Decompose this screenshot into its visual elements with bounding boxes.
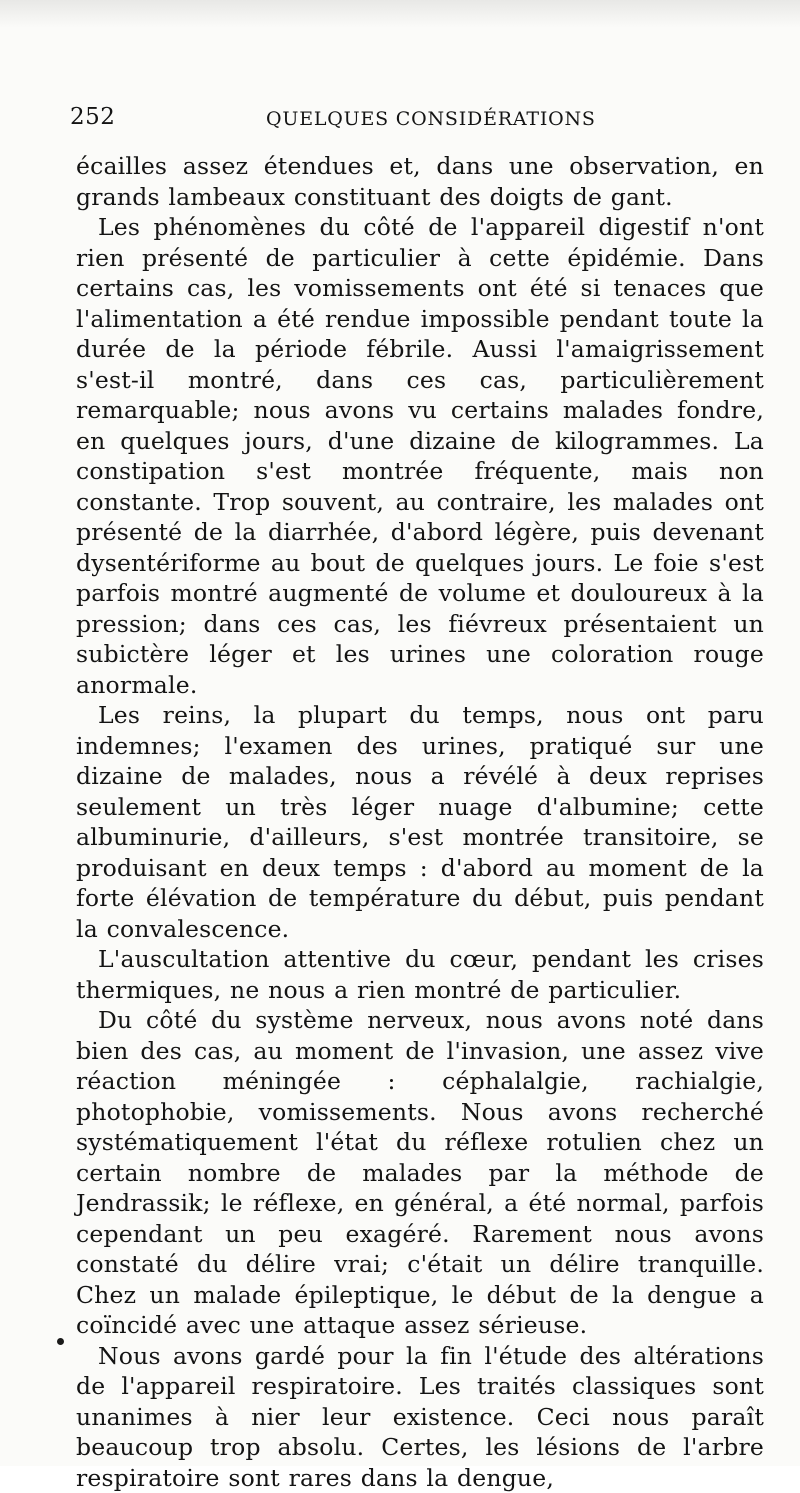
page-number: 252 xyxy=(70,104,115,130)
running-title: QUELQUES CONSIDÉRATIONS xyxy=(266,108,596,130)
ink-dot-mark xyxy=(57,1338,64,1345)
paragraph-heart: L'auscultation attentive du cœur, pendant les crises thermiques, ne nous a rien montré de particulier. xyxy=(76,944,764,1005)
paragraph-nervous-system: Du côté du système nerveux, nous avons noté dans bien des cas, au moment de l'invasion, une assez vive réaction méningée : céphalalgie, rachialgie, photophobie, vomissements. Nous avons recherché systématiquement l'état du réflexe rotulien chez un certain nombre de malades par la méthode de Jendrassik; le réflexe, en général, a été normal, parfois cependant un peu exagéré. Rarement nous avons constaté du délire vrai; c'était un délire tranquille. Chez un malade épileptique, le début de la dengue a coïncidé avec une attaque assez sérieuse. xyxy=(76,1005,764,1341)
page-edge-shadow xyxy=(0,0,800,28)
paragraph-respiratory: Nous avons gardé pour la fin l'étude des altérations de l'appareil respiratoire. Les traités classiques sont unanimes à nier leur existence. Ceci nous paraît beaucoup trop absolu. Certes, les lésions de l'arbre respiratoire sont rares dans la dengue, xyxy=(76,1341,764,1493)
running-head xyxy=(70,104,770,144)
body-text xyxy=(76,151,764,1493)
paragraph-digestive: Les phénomènes du côté de l'appareil digestif n'ont rien présenté de particulier à cette épidémie. Dans certains cas, les vomissements ont été si tenaces que l'alimentation a été rendue impossible pendant toute la durée de la période fébrile. Aussi l'amaigrissement s'est-il montré, dans ces cas, particulièrement remarquable; nous avons vu certains malades fondre, en quelques jours, d'une dizaine de kilogrammes. La constipation s'est montrée fréquente, mais non constante. Trop souvent, au contraire, les malades ont présenté de la diarrhée, d'abord légère, puis devenant dysentériforme au bout de quelques jours. Le foie s'est parfois montré augmenté de volume et douloureux à la pression; dans ces cas, les fiévreux présentaient un subictère léger et les urines une coloration rouge anormale. xyxy=(76,212,764,700)
paragraph-continuation: écailles assez étendues et, dans une observation, en grands lambeaux constituant des doigts de gant. xyxy=(76,151,764,212)
paragraph-kidneys: Les reins, la plupart du temps, nous ont paru indemnes; l'examen des urines, pratiqué sur une dizaine de malades, nous a révélé à deux reprises seulement un très léger nuage d'albumine; cette albuminurie, d'ailleurs, s'est montrée transitoire, se produisant en deux temps : d'abord au moment de la forte élévation de température du début, puis pendant la convalescence. xyxy=(76,700,764,944)
